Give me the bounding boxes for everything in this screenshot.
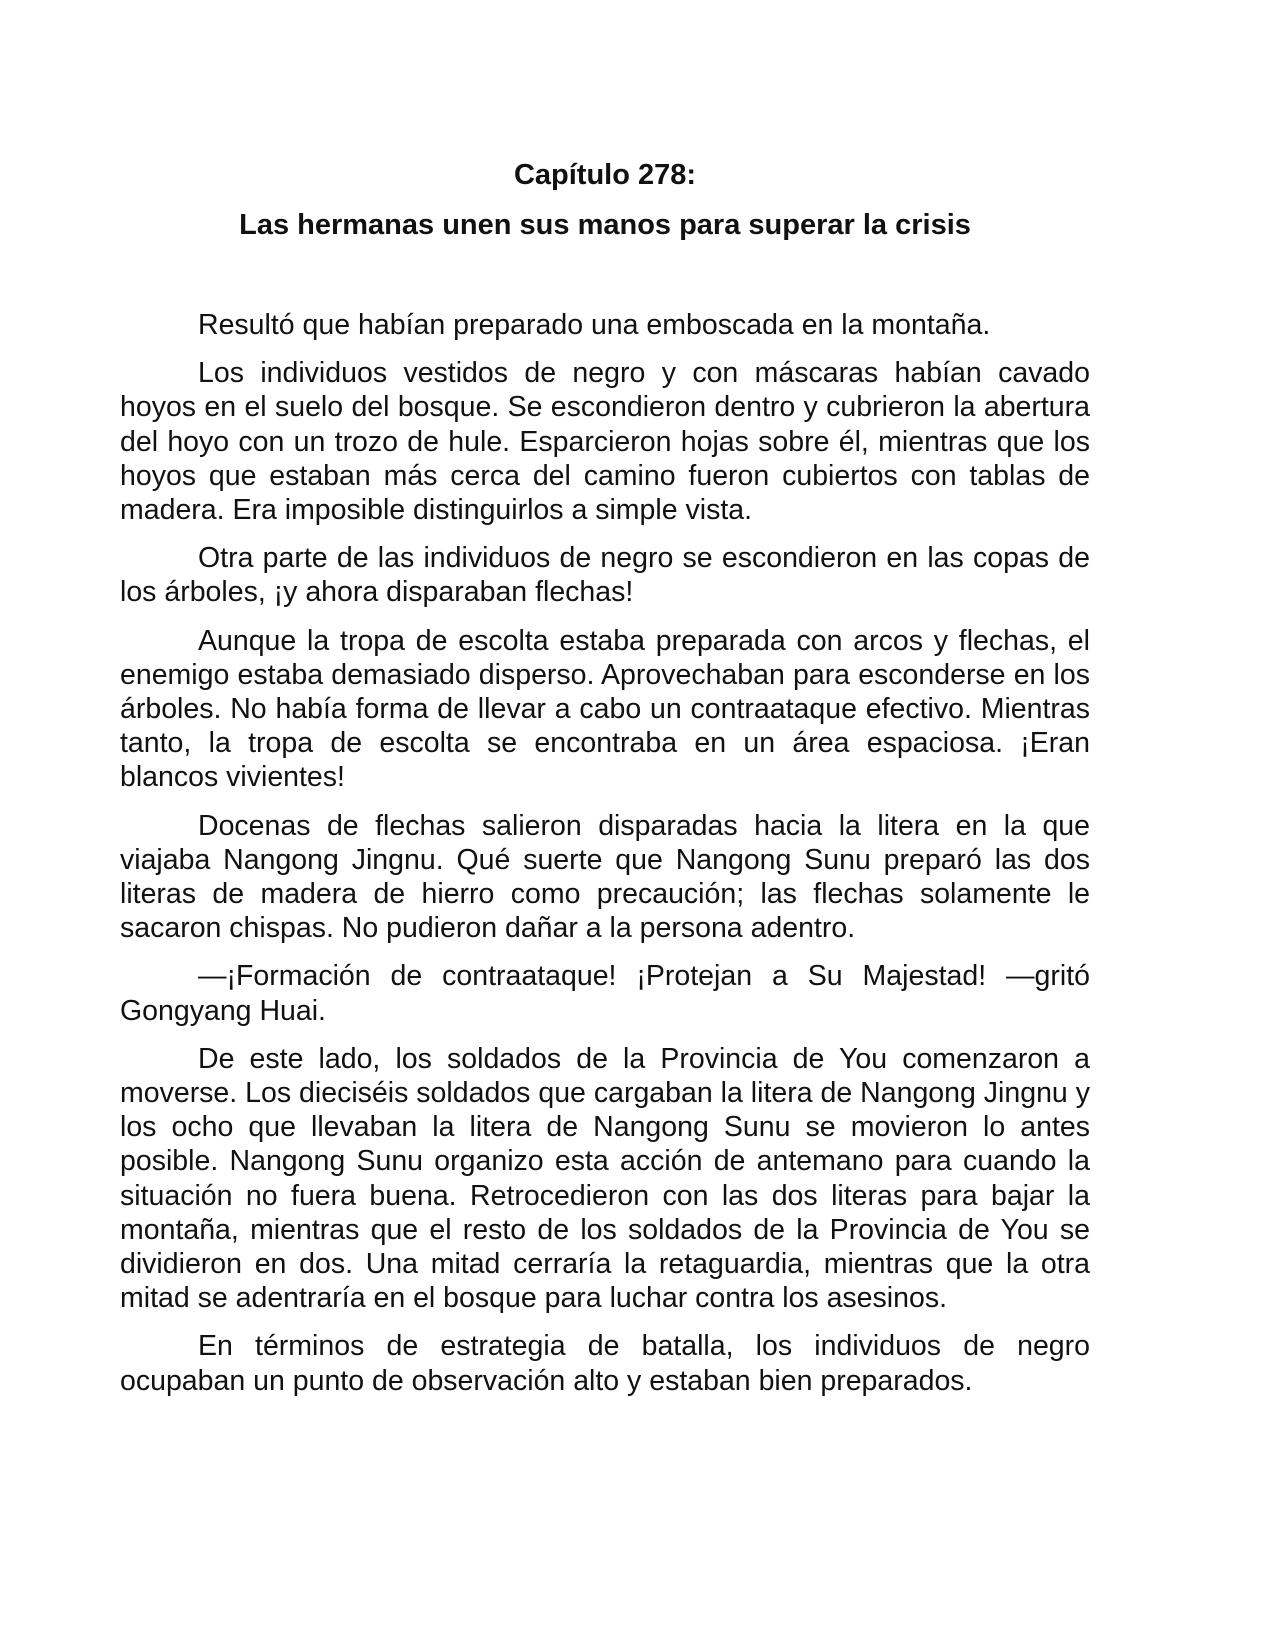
paragraph: De este lado, los soldados de la Provincia de You comenzaron a moverse. Los dieciséis soldados que cargaban la litera de Nangong Jingnu y los ocho que llevaban la litera de Nangong Sunu se movieron lo antes posible. Nangong Sunu organizo esta acción de antemano para cuando la situación no fuera buena. Retrocedieron con las dos literas para bajar la montaña, mientras que el resto de los soldados de la Provincia de You se dividieron en dos. Una mitad cerraría la retaguardia, mientras que la otra mitad se adentraría en el bosque para luchar contra los asesinos. [120,1042,1090,1315]
paragraph: Otra parte de las individuos de negro se escondieron en las copas de los árboles, ¡y ahora disparaban flechas! [120,542,1090,609]
paragraph: En términos de estrategia de batalla, los individuos de negro ocupaban un punto de observación alto y estaban bien preparados. [120,1330,1090,1397]
chapter-number: Capítulo 278: [513,159,697,191]
document-page [120,0,1090,1650]
paragraph: Resultó que habían preparado una emboscada en la montaña. [198,309,991,341]
paragraph: Aunque la tropa de escolta estaba preparada con arcos y flechas, el enemigo estaba demasiado disperso. Aprovechaban para esconderse en los árboles. No había forma de llevar a cabo un contraataque efectivo. Mientras tanto, la tropa de escolta se encontraba en un área espaciosa. ¡Eran blancos vivientes! [120,624,1090,794]
paragraph: Los individuos vestidos de negro y con máscaras habían cavado hoyos en el suelo del bosque. Se escondieron dentro y cubrieron la abertura del hoyo con un trozo de hule. Esparcieron hojas sobre él, mientras que los hoyos que estaban más cerca del camino fueron cubiertos con tablas de madera. Era imposible distinguirlos a simple vista. [120,357,1090,527]
paragraph: —¡Formación de contraataque! ¡Protejan a Su Majestad! —gritó Gongyang Huai. [120,960,1090,1027]
chapter-subtitle: Las hermanas unen sus manos para superar la crisis [239,209,971,241]
chapter-body [120,308,1090,1412]
paragraph: Docenas de flechas salieron disparadas hacia la litera en la que viajaba Nangong Jingnu. Qué suerte que Nangong Sunu preparó las dos literas de madera de hierro como precaución; las flechas solamente le sacaron chispas. No pudieron dañar a la persona adentro. [120,809,1090,945]
